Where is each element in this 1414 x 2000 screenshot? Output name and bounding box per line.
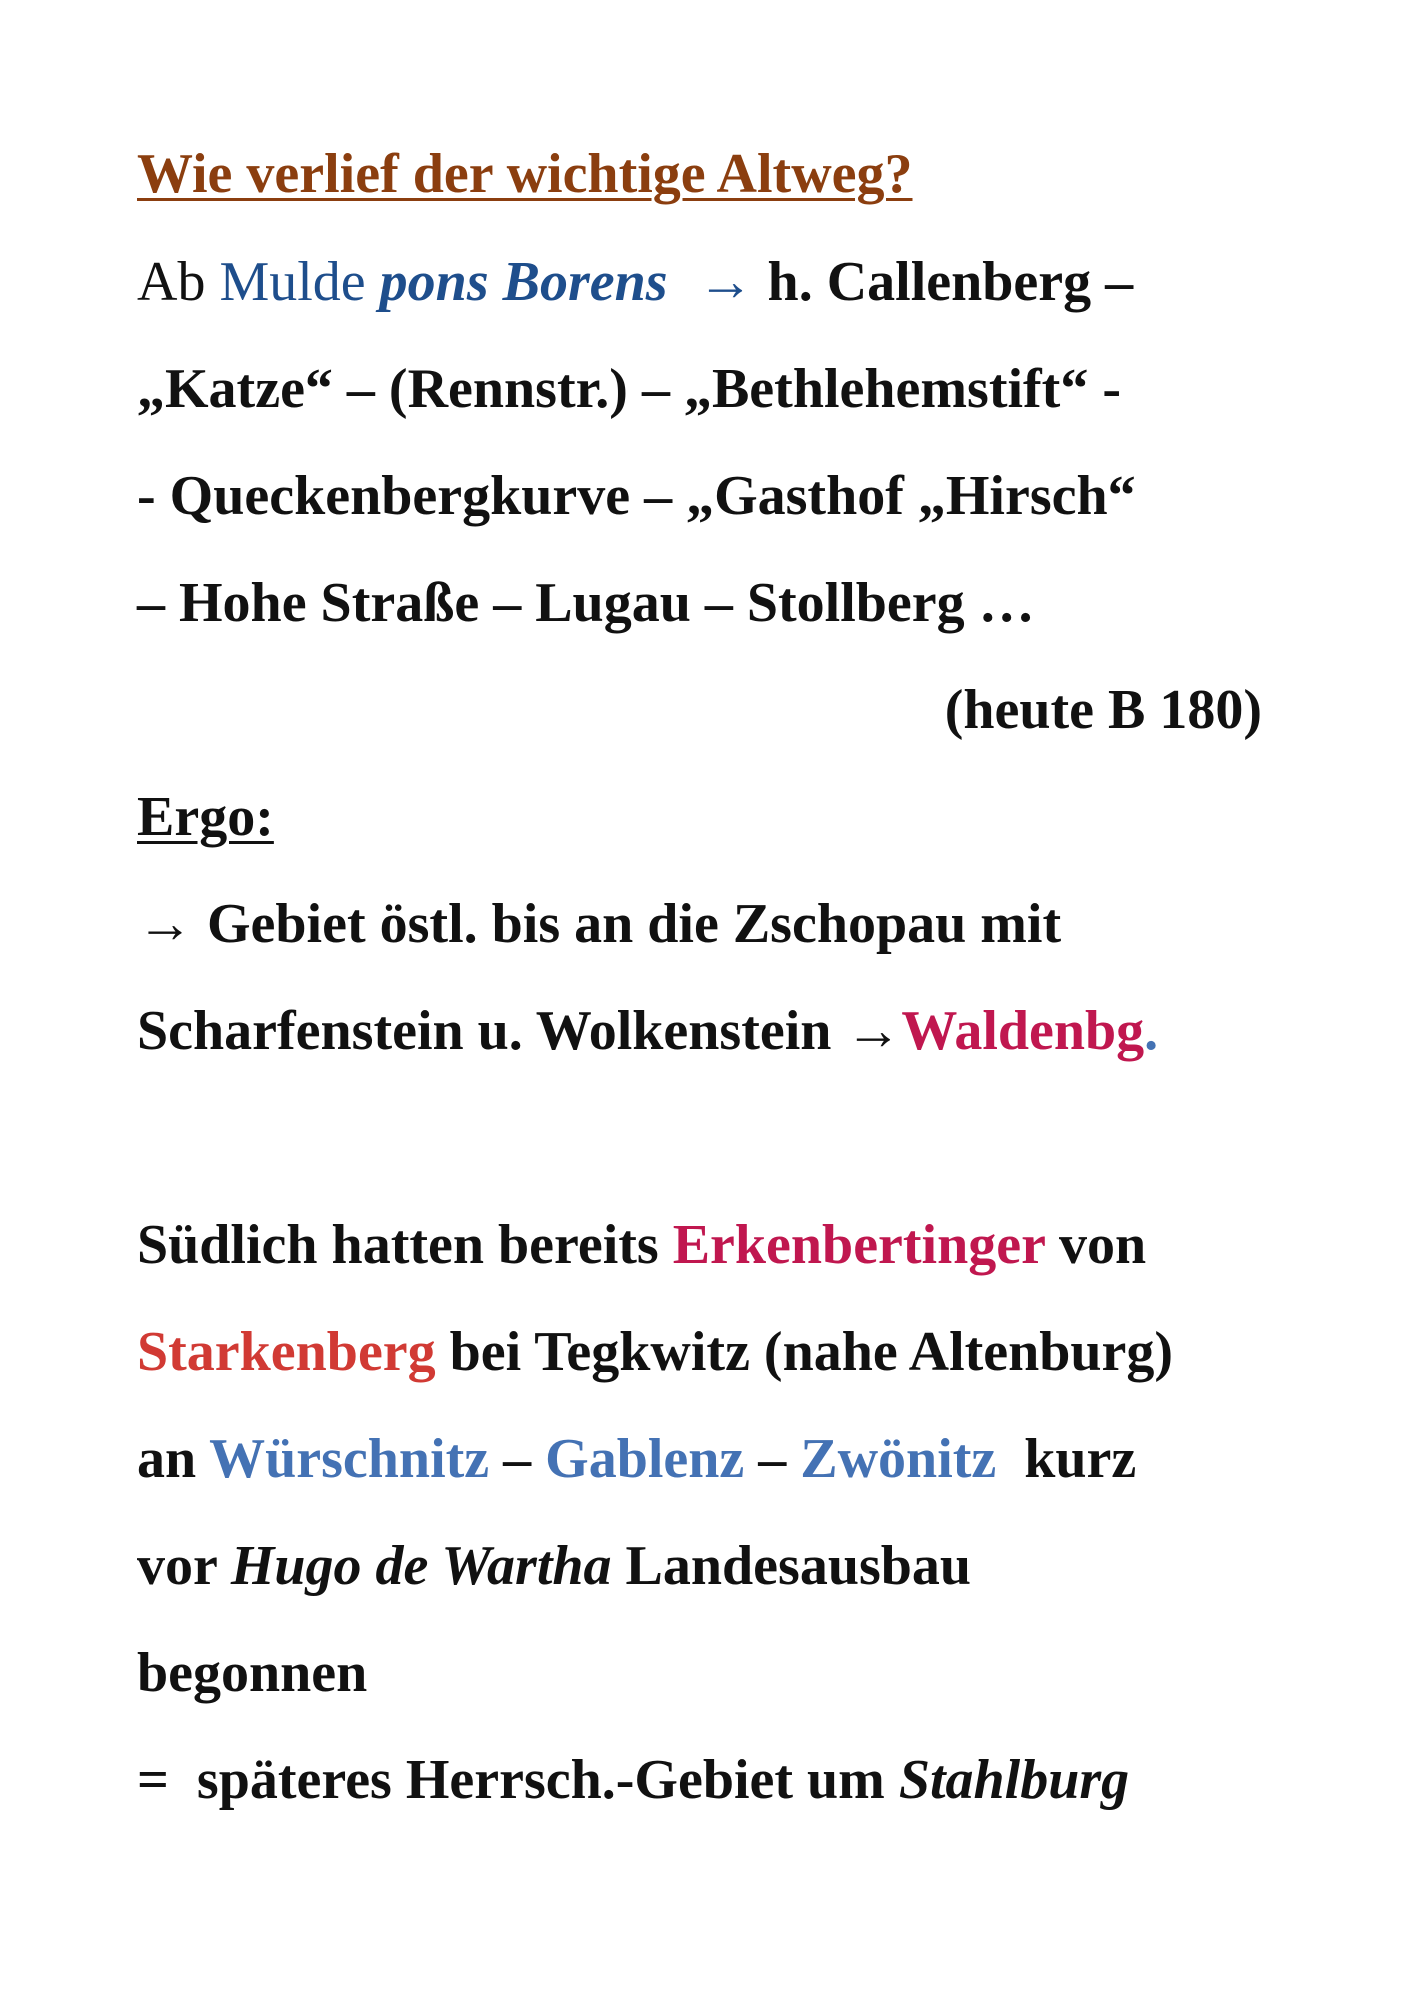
south-vor: vor: [137, 1535, 231, 1597]
south-line-1: [137, 1211, 1146, 1279]
route-callenberg: h. Callenberg –: [753, 251, 1134, 313]
south-an: an: [137, 1428, 210, 1490]
route-line-2-text: „Katze“ – (Rennstr.) – „Bethlehemstift“ -: [137, 358, 1121, 420]
south-line-6-text: = späteres Herrsch.-Gebiet um: [137, 1749, 899, 1811]
ergo-line-2: [137, 997, 1158, 1065]
route-line-1: [137, 248, 1133, 316]
ergo-line-2-text: Scharfenstein u. Wolkenstein →: [137, 1000, 902, 1062]
south-zwoenitz: Zwönitz: [800, 1428, 997, 1490]
south-line-2: [137, 1318, 1173, 1386]
south-landesausbau: Landesausbau: [611, 1535, 972, 1597]
route-ab: Ab: [137, 251, 220, 313]
route-line-5: [945, 676, 1262, 744]
south-erkenbertinger: Erkenbertinger: [672, 1214, 1045, 1276]
south-dash-2: –: [744, 1428, 801, 1490]
route-line-3-text: - Queckenbergkurve – „Gasthof „Hirsch“: [137, 465, 1136, 527]
route-arrow: →: [697, 251, 754, 313]
south-kurz: kurz: [996, 1428, 1137, 1490]
south-starkenberg: Starkenberg: [137, 1321, 436, 1383]
route-line-3: [137, 462, 1136, 530]
heading-text: Wie verlief der wichtige Altweg?: [137, 143, 913, 205]
route-pons-borens: pons Borens: [379, 251, 668, 313]
route-line-4-text: – Hohe Straße – Lugau – Stollberg …: [137, 572, 1035, 634]
south-line-2-text: bei Tegkwitz (nahe Altenburg): [435, 1321, 1174, 1383]
south-line-4: [137, 1532, 971, 1600]
south-stahlburg: Stahlburg: [898, 1749, 1130, 1811]
south-line-5-text: begonnen: [137, 1642, 368, 1704]
ergo-label-text: Ergo:: [137, 786, 274, 848]
south-line-6: [137, 1746, 1129, 1814]
ergo-label: [137, 783, 274, 851]
south-von: von: [1044, 1214, 1147, 1276]
ergo-line-1: [137, 890, 1061, 958]
ergo-dot: .: [1144, 1000, 1159, 1062]
ergo-waldenbg: Waldenbg: [901, 1000, 1145, 1062]
route-line-2: [137, 355, 1121, 423]
south-line-5: [137, 1639, 367, 1707]
route-line-4: [137, 569, 1035, 637]
south-dash-1: –: [489, 1428, 546, 1490]
south-gablenz: Gablenz: [545, 1428, 745, 1490]
ergo-line-1-text: → Gebiet östl. bis an die Zschopau mit: [137, 893, 1062, 955]
heading: [137, 140, 913, 208]
route-mulde: Mulde: [219, 251, 380, 313]
south-line-3: [137, 1425, 1136, 1493]
south-wuerschnitz: Würschnitz: [209, 1428, 490, 1490]
route-line-5-text: (heute B 180): [944, 679, 1262, 741]
south-hugo-de-wartha: Hugo de Wartha: [230, 1535, 612, 1597]
south-line-1-text: Südlich hatten bereits: [137, 1214, 673, 1276]
